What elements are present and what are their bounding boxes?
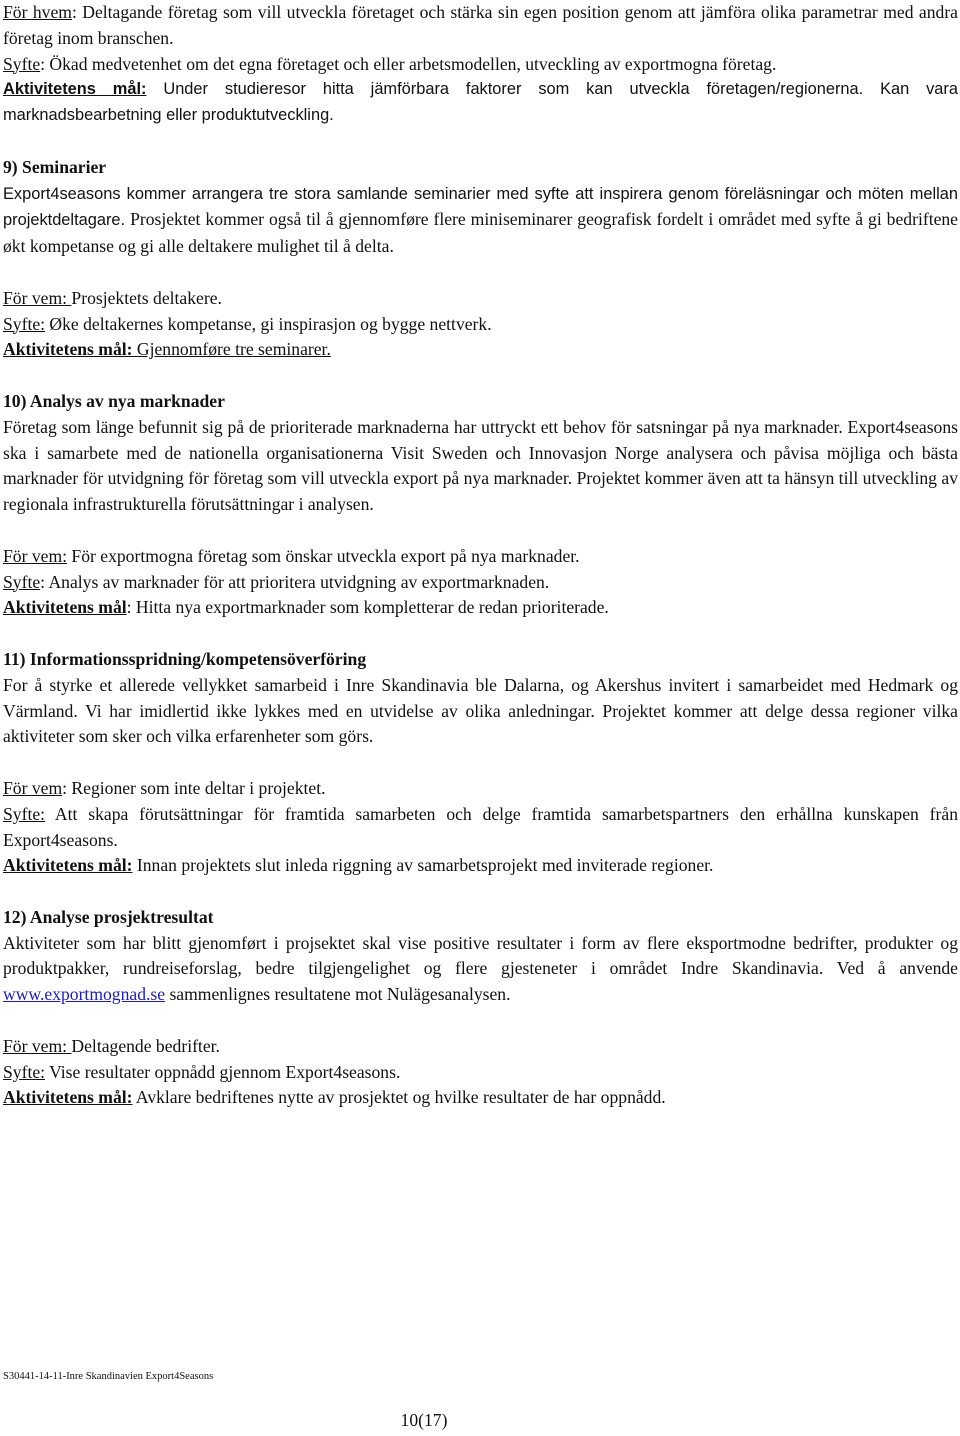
syfte-label: Syfte:: [3, 1061, 46, 1082]
for-vem-label: För vem:: [3, 545, 68, 566]
section-12-syfte: [3, 1060, 958, 1086]
intro-mal-paragraph: [3, 77, 958, 129]
section-9-body-serif: Prosjektet kommer også til å gjennomføre flere miniseminarer geografisk fordelt i området med syfte å gi bedriftene økt kompetanse og gi alle deltakere mulighet til å delta.: [3, 209, 958, 257]
section-9-syfte: [3, 312, 958, 338]
mal-text: Avklare bedriftenes nytte av prosjektet og hvilke resultater de har oppnådd.: [132, 1087, 666, 1108]
mal-text: Innan projektets slut inleda riggning av samarbetsprojekt med inviterade regioner.: [132, 855, 714, 876]
section-9-mal: [3, 337, 958, 363]
for-vem-text: Prosjektets deltakere.: [71, 287, 222, 308]
for-vem-text: Deltagende bedrifter.: [71, 1035, 220, 1056]
syfte-text: Øke deltakernes kompetanse, gi inspirasjon og bygge nettverk.: [45, 313, 492, 334]
syfte-label: Syfte: [3, 571, 41, 592]
mal-text: Under studieresor hitta jämförbara faktorer som kan utveckla företagen/regionerna. Kan vara marknadsbearbetning eller produktutveckling.: [3, 80, 958, 125]
syfte-text: Vise resultater oppnådd gjennom Export4seasons.: [45, 1061, 401, 1082]
intro-syfte-paragraph: [3, 52, 958, 78]
section-9-for-vem: [3, 286, 958, 312]
for-vem-label: För vem: [3, 777, 63, 798]
for-vem-text: För exportmogna företag som önskar utveckla export på nya marknader.: [67, 545, 580, 566]
section-11-syfte: [3, 802, 958, 854]
mal-label: Aktivitetens mål:: [3, 1087, 133, 1108]
section-12-mal: [3, 1085, 958, 1111]
section-9-body-sans: Export4seasons kommer arrangera tre stora samlande seminarier med syfte att inspirera genom föreläsningar och möten mellan projektdeltagare.: [3, 184, 958, 230]
section-11-body: For å styrke et allerede vellykket samarbeid i Inre Skandinavia ble Dalarna, og Akershus invitert i samarbeidet med Hedmark og Värmland. Vi har imidlertid ikke lykkes med en utvidelse av olika anledningar. Projektet kommer att delge dessa regioner vilka aktiviteter som sker och vilka erfarenheter som görs.: [3, 674, 958, 747]
syfte-text: : Ökad medvetenhet om det egna företaget och eller arbetsmodellen, utveckling av exportmogna företag.: [40, 53, 777, 74]
mal-label: Aktivitetens mål:: [3, 855, 133, 876]
document-body: [3, 0, 958, 1111]
section-11-for-vem: [3, 776, 958, 802]
syfte-label: Syfte: [3, 53, 41, 74]
syfte-text: : Analys av marknader för att prioritera utvidgning av exportmarknaden.: [40, 571, 550, 592]
section-9-heading: 9) Seminarier: [3, 156, 107, 177]
section-10-syfte: [3, 570, 958, 596]
for-vem-label: För vem:: [3, 1035, 72, 1056]
mal-label: Aktivitetens mål:: [3, 339, 133, 360]
for-vem-label: För vem:: [3, 287, 72, 308]
for-hvem-label: För hvem: [3, 2, 72, 22]
syfte-label: Syfte:: [3, 803, 46, 824]
section-10-for-vem: [3, 544, 958, 570]
section-11-mal: [3, 853, 958, 879]
for-hvem-text: : Deltagande företag som vill utveckla företaget och stärka sin egen position genom att jämföra olika parametrar med andra företag inom branschen.: [3, 2, 958, 48]
section-12-body-end: sammenlignes resultatene mot Nulägesanalysen.: [165, 984, 511, 1005]
footer-document-code: S30441-14-11-Inre Skandinavien Export4Seasons: [3, 1371, 214, 1382]
section-12-for-vem: [3, 1034, 958, 1060]
mal-label: Aktivitetens mål:: [3, 80, 147, 99]
mal-text: Gjennomføre tre seminarer.: [132, 339, 331, 360]
section-9-body: [3, 181, 958, 260]
for-vem-text: : Regioner som inte deltar i projektet.: [62, 777, 326, 798]
section-12-body: [3, 931, 958, 1008]
section-10-body: Företag som länge befunnit sig på de prioriterade marknaderna har uttryckt ett behov för satsningar på nya marknader. Export4seasons ska i samarbete med de nationella organisationerna Visit Sweden och Innovasjon Norge analysera och påvisa möjliga och bästa marknader för utvidgning för företag som vill utveckla export på nya marknader. Projektet kommer även att ta hänsyn till utveckling av regionala infrastrukturella förutsättningar i analysen.: [3, 416, 958, 515]
section-12-body-start: Aktiviteter som har blitt gjenomført i projsektet skal vise positive resultater i form av flere eksportmodne bedrifter, produkter og produktpakker, rundreiseforslag, bedre tilgjengelighet og flere gjesteneter i området Indre Skandinavia. Ved å anvende: [3, 932, 958, 979]
syfte-label: Syfte:: [3, 313, 46, 334]
section-11-heading: 11) Informationsspridning/kompetensöverföring: [3, 648, 367, 669]
syfte-text: Att skapa förutsättningar för framtida samarbeten och delge framtida samarbetspartners den erhållna kunskapen från Export4seasons.: [3, 803, 958, 850]
exportmognad-link[interactable]: www.exportmognad.se: [3, 984, 166, 1005]
mal-text: : Hitta nya exportmarknader som kompletterar de redan prioriterade.: [126, 597, 609, 618]
page-number: 10(17): [400, 1410, 448, 1430]
mal-label: Aktivitetens mål: [3, 597, 127, 618]
section-10-mal: [3, 595, 958, 621]
section-10-heading: 10) Analys av nya marknader: [3, 390, 225, 411]
section-12-heading: 12) Analyse prosjektresultat: [3, 906, 214, 927]
intro-for-hvem-paragraph: [3, 0, 958, 52]
